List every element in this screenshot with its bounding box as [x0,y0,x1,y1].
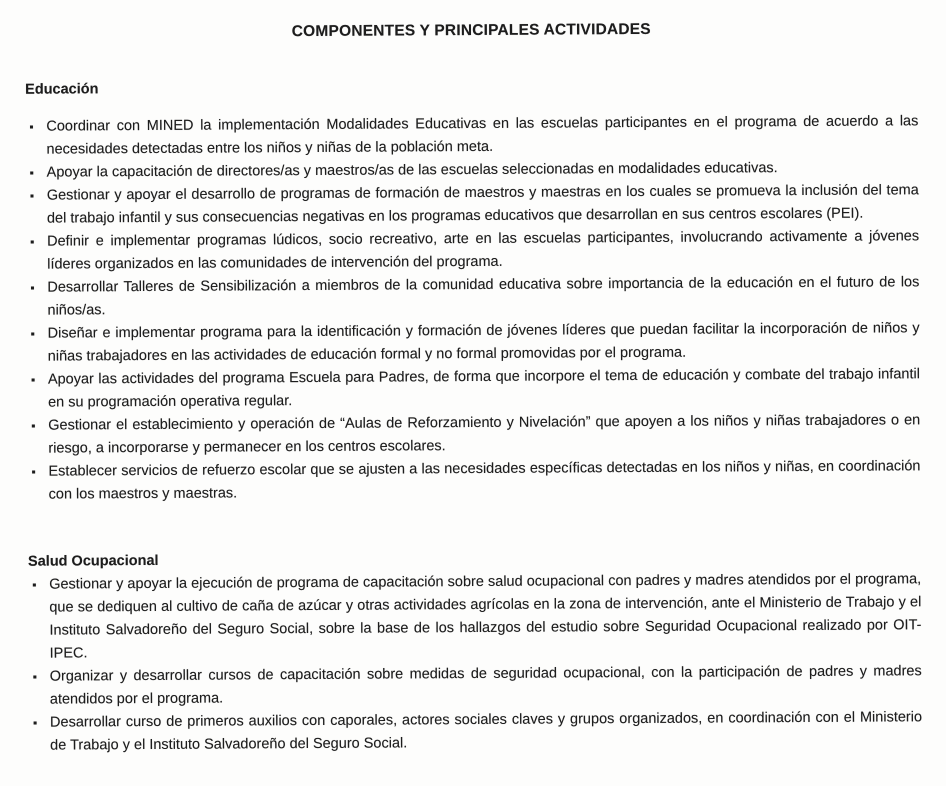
bullet-item [27,455,920,506]
bullet-item [25,110,918,161]
bullet-square-icon: ▪ [29,188,35,203]
bullet-text: Organizar y desarrollar cursos de capacitación sobre medidas de seguridad ocupacional, con la participación de padres y madres atendidos por el programa. [49,663,922,708]
bullet-text: Desarrollar curso de primeros auxilios con caporales, actores sociales claves y grupos organizados, en coordinación con el Ministerio de Trabajo y el Instituto Salvadoreño del Seguro Social. [49,709,923,754]
bullet-square-icon: ▪ [32,715,38,730]
bullet-square-icon: ▪ [29,119,34,134]
bullet-square-icon: ▪ [31,418,36,433]
bullet-text: Desarrollar Talleres de Sensibilización a miembros de la comunidad educativa sobre importancia de la educación en el futuro de los niños/as. [47,274,920,319]
bullet-item [27,409,920,460]
bullet-text: Definir e implementar programas lúdicos, socio recreativo, arte en las escuelas participantes, involucrando activamente a jóvenes líderes organizados en las comunidades de intervención del programa. [47,228,920,273]
bullet-text: Coordinar con MINED la implementación Modalidades Educativas en las escuelas participantes en el programa de acuerdo a las necesidades detectadas entre los niños y niñas de la población meta. [46,113,919,158]
bullet-item [29,660,922,711]
bullet-square-icon: ▪ [31,464,36,479]
section-educacion [25,73,921,506]
sections-container [25,73,922,757]
bullet-square-icon: ▪ [29,165,34,180]
bullet-text: Apoyar la capacitación de directores/as y maestros/as de las escuelas seleccionadas en modalidades educativas. [46,160,778,181]
bullet-list [25,110,920,506]
bullet-text: Apoyar las actividades del programa Escuela para Padres, de forma que incorpore el tema de educación y combate del trabajo infantil en su programación operativa regular. [47,366,920,411]
bullet-square-icon: ▪ [30,372,36,387]
section-salud-ocupacional [28,545,922,757]
bullet-square-icon: ▪ [32,669,38,684]
bullet-square-icon: ▪ [30,326,35,341]
bullet-text: Diseñar e implementar programa para la identificación y formación de jóvenes líderes que puedan facilitar la incorporación de niños y niñas trabajadores en las actividades de educación formal y no formal promovidas por el programa. [47,320,920,365]
bullet-text: Establecer servicios de refuerzo escolar que se ajusten a las necesidades específicas detectadas en los niños y niñas, en coordinación con los maestros y maestras. [48,458,921,503]
bullet-item [27,363,920,414]
bullet-text: Gestionar el establecimiento y operación de “Aulas de Reforzamiento y Nivelación” que apoyen a los niños y niñas trabajadores o en riesgo, a incorporarse y permanecer en los centros escolares. [48,412,921,457]
bullet-square-icon: ▪ [30,280,35,295]
section-heading: Salud Ocupacional [27,552,159,570]
bullet-item [26,179,919,230]
bullet-item [26,225,919,276]
section-heading: Educación [25,81,99,98]
bullet-item [28,568,922,665]
bullet-text: Gestionar y apoyar el desarrollo de programas de formación de maestros y maestras en los cuales se promueva la inclusión del tema del trabajo infantil y sus consecuencias negativas en los programas educativos que desarrollan en sus centros escolares (PEI). [46,182,919,227]
bullet-item [29,706,922,757]
bullet-item [27,317,920,368]
page-title: COMPONENTES Y PRINCIPALES ACTIVIDADES [291,20,651,41]
bullet-list [28,568,922,757]
bullet-item [26,271,919,322]
bullet-text: Gestionar y apoyar la ejecución de programa de capacitación sobre salud ocupacional con padres y madres atendidos por el programa, que se dediquen al cultivo de caña de azúcar y otras actividades agrícolas en la zona de intervención, ante el Ministerio de Trabajo y el Instituto Salvadoreño del Seguro Social, sobre la base de los hallazgos del estudio sobre Seguridad Ocupacional realizado por OIT-IPEC. [49,571,922,662]
bullet-square-icon: ▪ [32,577,37,592]
bullet-square-icon: ▪ [30,234,35,249]
